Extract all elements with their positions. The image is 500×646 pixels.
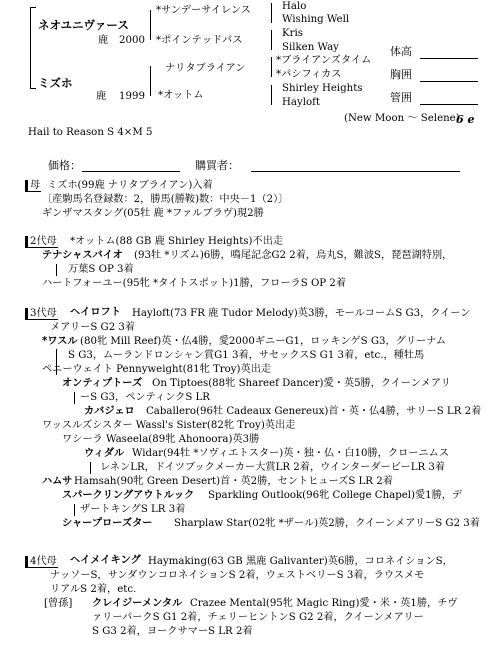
ancestor: Hayloft xyxy=(282,97,320,108)
section-mark: 2代母 xyxy=(25,236,58,248)
height-label: 体高 xyxy=(390,45,412,58)
relation-tag: [曾孫] xyxy=(44,598,73,609)
dam-year: 1999 xyxy=(119,91,145,102)
dam-color: 鹿 xyxy=(96,91,107,102)
bracket-line xyxy=(30,88,36,89)
ancestor: Halo xyxy=(282,1,307,12)
dam-line: 〔産駒馬名登録数：2，勝馬(勝鞍)数：中央－1（2）〕 xyxy=(42,194,289,205)
section-mark: 3代母 xyxy=(25,308,58,320)
ancestor: Wishing Well xyxy=(282,14,350,25)
record-line: Crazee Mental(95牝 Magic Ring)愛・米・英1勝，チヴ xyxy=(190,598,458,609)
cannon-label: 管囲 xyxy=(390,91,412,104)
ancestor: *ブライアンズタイム xyxy=(276,55,372,66)
family-line: (New Moon ～ Selene) xyxy=(344,113,460,124)
girth-field xyxy=(420,81,478,82)
record-line: *オットム(88 GB 鹿 Shirley Heights)不出走 xyxy=(70,236,284,247)
record-line: ハートフォーユー(95牝 *タイトスポット)1勝，フローラS OP 2着 xyxy=(42,278,347,289)
record-line: (93牡 *リズム)6勝，鳴尾記念G2 2着，烏丸S，難波S，琵琶湖特別， xyxy=(134,250,453,261)
girth-label: 胸囲 xyxy=(390,68,412,81)
record-line: S G3，ムーランドロンシャン賞G1 3着，サセックスS G1 3着，etc.，種牡馬 xyxy=(68,350,425,361)
indent-bar xyxy=(90,462,91,474)
price-field xyxy=(82,171,180,172)
record-line: Hamsah(90牝 Green Desert)首・英2勝，セントヒューズS LR 2着 xyxy=(74,476,393,487)
record-head: スパークリングアウトルック xyxy=(62,490,195,501)
record-head: テナシャスバイオ xyxy=(42,250,123,261)
record-head: クレイジーメンタル xyxy=(92,598,183,609)
section-mark: 母 xyxy=(25,180,41,192)
record-head: *ワスル xyxy=(42,336,78,347)
cannon-field xyxy=(420,104,478,105)
dam-line: ミズホ(99鹿 ナリタブライアン)入着 xyxy=(47,180,213,191)
dam-name: ミズホ xyxy=(38,76,73,90)
record-line: ナッソーS，サンダウンコロネイションS 2着，ウェストベリーS 3着，ラウスメモ xyxy=(50,570,425,581)
record-line: ーS G3，ペンティンクS LR xyxy=(80,392,210,403)
record-line: Sharplaw Star(02牝 *ザール)英2勝，クイーンメアリーS G2 3着 xyxy=(174,518,480,529)
indent-bar xyxy=(74,392,75,404)
bracket-line xyxy=(271,30,272,50)
sire-sire: *サンデーサイレンス xyxy=(156,5,251,16)
sire-color: 鹿 xyxy=(98,35,109,46)
price-label: 価格： xyxy=(48,159,81,172)
dam-line: ギンザマスタング(05牡 鹿 *ファルブラヴ)現2勝 xyxy=(42,208,264,219)
record-head: ヘイロフト xyxy=(70,307,121,318)
bracket-line xyxy=(271,3,272,23)
ancestor: Kris xyxy=(282,28,303,39)
record-head: ヘイメイキング xyxy=(70,555,141,566)
record-head: カバジェロ xyxy=(84,406,135,417)
ancestor: Shirley Heights xyxy=(282,83,363,94)
record-line: S G3 2着，ヨークサマーS LR 2着 xyxy=(92,626,253,637)
record-line: ザートキングS LR 3着 xyxy=(80,504,186,515)
record-head: ウィダル xyxy=(84,448,125,459)
record-line: (80牝 Mill Reef)英・仏4勝，愛2000ギニーG1，ロッキンゲS G3，グリーナム xyxy=(80,336,447,347)
record-line: メアリーS G2 3着 xyxy=(50,322,136,333)
sire-dam: *ポインテッドパス xyxy=(156,35,243,46)
dam-sire: ナリタブライアン xyxy=(165,63,246,74)
record-line: Caballero(96牡 Cadeaux Genereux)首・英・仏4勝，サリーS LR 2着 xyxy=(146,406,482,417)
bracket-line xyxy=(271,57,272,77)
record-head: シャープローズター xyxy=(62,518,153,529)
section-mark: 4代母 xyxy=(25,556,58,568)
bracket-line xyxy=(150,66,151,96)
dam-dam: *オットム xyxy=(158,90,204,101)
bracket-line xyxy=(30,7,31,89)
bracket-line xyxy=(150,10,151,40)
family-number: 6 e xyxy=(456,113,475,126)
record-line: Hayloft(73 FR 鹿 Tudor Melody)英3勝，モールコームS G3，クイーン xyxy=(132,308,471,319)
record-line: On Tiptoes(88牝 Shareef Dancer)愛・英5勝，クイーンメアリ xyxy=(152,378,451,389)
record-head: ハムサ xyxy=(42,476,73,487)
record-line: ァリーパークS G1 2着，チェリーヒントンS G2 2着，クイーンメアリー xyxy=(92,612,424,623)
bracket-line xyxy=(30,7,36,8)
record-line: リアルS 2着，etc. xyxy=(50,584,137,595)
record-line: 万葉S OP 3着 xyxy=(68,264,134,275)
record-line: ペニーウェイト Pennyweight(81牝 Troy)英出走 xyxy=(42,364,272,375)
record-line: ワッスルズシスター Wassl's Sister(82牝 Troy)英出走 xyxy=(42,420,296,431)
record-line: Sparkling Outlook(96牝 College Chapel)愛1勝，デ xyxy=(208,490,463,501)
record-line: ワシーラ Waseela(89牝 Ahonoora)英3勝 xyxy=(62,434,260,445)
ancestor: *パシフィカス xyxy=(276,69,342,80)
buyer-field xyxy=(251,171,460,172)
bracket-line xyxy=(271,85,272,105)
ancestor: Silken Way xyxy=(282,42,339,53)
sire-name: ネオユニヴァース xyxy=(38,18,129,32)
sire-year: 2000 xyxy=(119,35,145,46)
height-field xyxy=(420,58,478,59)
indent-bar xyxy=(56,264,57,276)
inbreeding: Hail to Reason S 4×M 5 xyxy=(28,127,153,138)
record-line: Haymaking(63 GB 黒鹿 Galivanter)英6勝，コロネイションS， xyxy=(148,556,453,567)
record-head: オンティプトーズ xyxy=(62,378,143,389)
record-line: Widar(94牡 *ソヴィエトスター)英・独・仏・白10勝，クローニムス xyxy=(132,448,450,459)
buyer-label: 購買者： xyxy=(195,159,239,172)
indent-bar xyxy=(74,504,75,516)
record-line: レネンLR，ドイツブックメーカー大賞LR 2着，ウインターダービーLR 3着 xyxy=(100,462,446,473)
